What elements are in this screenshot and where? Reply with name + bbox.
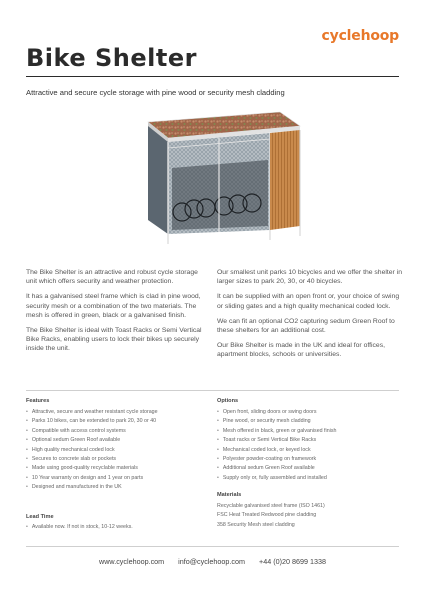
intro-paragraph: It has a galvanised steel frame which is clad in pine wood, security mesh or a combination of the two materials. The mesh is offered in green, black or a galvanised finish. <box>26 293 201 319</box>
list-item: • Supply only or, fully assembled and installed <box>217 474 402 483</box>
list-item: • Secures to concrete slab or pockets <box>26 455 211 464</box>
intro-paragraph: Our smallest unit parks 10 bicycles and we offer the shelter in larger sizes to park 20, 30, or 40 bicycles. <box>217 269 402 286</box>
material-item: 358 Security Mesh steel cladding <box>217 521 295 528</box>
intro-left-column <box>26 268 208 360</box>
page-title: Bike Shelter <box>26 44 197 72</box>
list-item: • Made using good-quality recyclable materials <box>26 464 211 473</box>
intro-paragraph: We can fit an optional CO2 capturing sedum Green Roof to these shelters for an additional cost. <box>217 317 395 335</box>
options-list <box>217 408 402 483</box>
list-item: • Designed and manufactured in the UK <box>26 483 211 492</box>
list-item: • Pine wood, or security mesh cladding <box>217 417 402 426</box>
list-item: • Available now. If not in stock, 10-12 weeks. <box>26 523 211 532</box>
section-divider <box>26 390 399 391</box>
intro-paragraph: It can be supplied with an open front or, your choice of swing or sliding gates and a high quality mechanical coded lock. <box>217 293 400 310</box>
options-heading: Options <box>217 398 239 404</box>
material-item: FSC Heat Treated Redwood pine cladding <box>217 512 317 519</box>
bike-shelter-product-image <box>120 108 310 250</box>
material-item: Recyclable galvanised steel frame (ISO 1461) <box>217 503 325 509</box>
list-item: • Mesh offered in black, green or galvanised finish <box>217 427 402 436</box>
list-item: • Additional sedum Green Roof available <box>217 464 402 473</box>
title-divider <box>26 76 399 77</box>
list-item: • Attractive, secure and weather resistant cycle storage <box>26 408 211 417</box>
intro-paragraph: Our Bike Shelter is made in the UK and ideal for offices, apartment blocks, schools or universities. <box>217 342 385 359</box>
email-link[interactable]: info@cyclehoop.com <box>178 557 245 566</box>
footer-divider <box>26 546 399 547</box>
list-item: • Toast racks or Semi Vertical Bike Racks <box>217 436 402 445</box>
features-list <box>26 408 211 493</box>
materials-list <box>217 502 402 530</box>
intro-paragraph: The Bike Shelter is an attractive and robust cycle storage unit which offers security and weather protection. <box>26 269 198 286</box>
list-item: • Mechanical coded lock, or keyed lock <box>217 446 402 455</box>
list-item: • Parks 10 bikes, can be extended to park 20, 30 or 40 <box>26 417 211 426</box>
list-item: • 10 Year warranty on design and 1 year on parts <box>26 474 211 483</box>
materials-heading: Materials <box>217 492 242 498</box>
intro-paragraph: The Bike Shelter is ideal with Toast Racks or Semi Vertical Bike Racks, enabling users to lock their bikes up securely inside the unit. <box>26 327 202 353</box>
website-link[interactable]: www.cyclehoop.com <box>99 557 165 566</box>
subtitle: Attractive and secure cycle storage with pine wood or security mesh cladding <box>26 88 285 97</box>
lead-time-heading: Lead Time <box>26 514 54 520</box>
list-item: • Compatible with access control systems <box>26 427 211 436</box>
lead-time-list <box>26 523 211 532</box>
list-item: • Polyester powder-coating on framework <box>217 455 402 464</box>
phone-number: +44 (0)20 8699 1338 <box>259 557 326 566</box>
list-item: • Optional sedum Green Roof available <box>26 436 211 445</box>
brand-logo: cyclehoop <box>321 28 399 44</box>
contact-footer <box>0 557 425 566</box>
list-item: • Open front, sliding doors or swing doors <box>217 408 402 417</box>
intro-right-column <box>217 268 402 366</box>
list-item: • High quality mechanical coded lock <box>26 446 211 455</box>
features-heading: Features <box>26 398 50 404</box>
